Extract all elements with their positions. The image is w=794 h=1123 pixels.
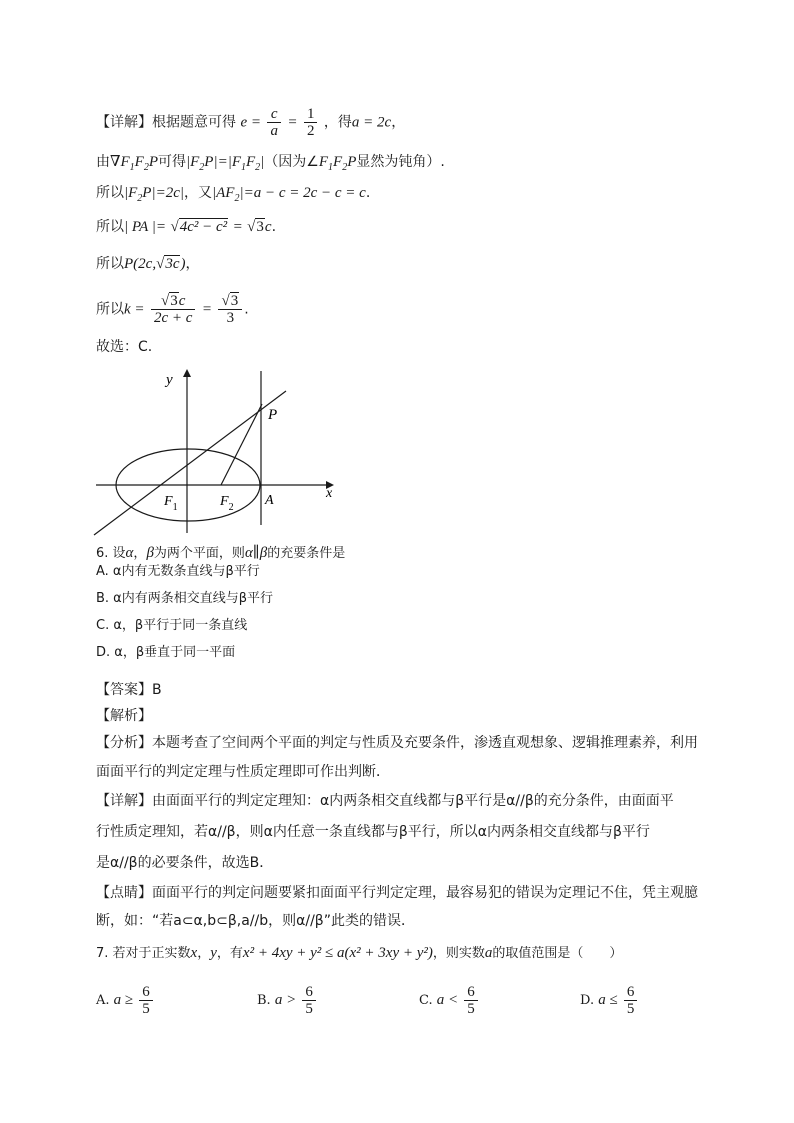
sub: 2 bbox=[234, 193, 240, 204]
detail-line-4 bbox=[96, 217, 276, 237]
q6-remark-line-2: 断，如：“若a⊂α,b⊂β,a//b，则α//β”此类的错误． bbox=[96, 913, 415, 929]
sym: F bbox=[333, 154, 343, 170]
radicand: 3 bbox=[230, 293, 239, 309]
sub: 2 bbox=[199, 162, 205, 173]
math-a: a bbox=[484, 945, 493, 961]
text: 为两个平面，则 bbox=[153, 546, 245, 561]
math-abs bbox=[185, 154, 265, 173]
q7-option-c bbox=[419, 984, 480, 1017]
math-y: y bbox=[210, 945, 217, 961]
sqrt-expression-2: √3c bbox=[247, 219, 272, 235]
fraction-one-half bbox=[304, 106, 318, 139]
denominator: 5 bbox=[626, 1001, 635, 1017]
numerator: 6 bbox=[624, 984, 638, 1001]
denominator: 3 bbox=[226, 310, 235, 326]
math-expr-2 bbox=[212, 185, 366, 204]
label-a: A bbox=[265, 493, 274, 508]
text: 6. 设 bbox=[96, 546, 126, 561]
sym: F bbox=[134, 154, 144, 170]
math-angle bbox=[318, 154, 357, 173]
sqrt-expression-1: √4c² − c² bbox=[170, 219, 228, 235]
fraction-c-over-a bbox=[267, 106, 281, 139]
label-f2 bbox=[219, 494, 234, 513]
math-expr-1 bbox=[124, 185, 184, 204]
math-e: e = bbox=[240, 114, 261, 131]
sub: 1 bbox=[240, 162, 246, 173]
numerator: √3c bbox=[151, 293, 195, 310]
sub: 2 bbox=[137, 193, 143, 204]
sym: F bbox=[318, 154, 329, 170]
q7-stem bbox=[96, 943, 622, 964]
label-x: x bbox=[326, 486, 333, 501]
option-fraction bbox=[139, 984, 153, 1017]
text: . bbox=[271, 219, 277, 235]
option-label: C. bbox=[419, 993, 433, 1008]
detail-line-6 bbox=[96, 293, 249, 326]
numerator: 6 bbox=[464, 984, 478, 1001]
math-p: P(2c, bbox=[124, 256, 157, 272]
option-label: D. bbox=[580, 993, 595, 1008]
fraction-result bbox=[218, 293, 242, 326]
text: 所以 bbox=[96, 301, 124, 318]
text: ，则实数 bbox=[432, 946, 485, 961]
label-p: P bbox=[268, 407, 278, 423]
label-f1-sub: 1 bbox=[172, 502, 178, 513]
option-relation: a ≥ bbox=[113, 992, 134, 1008]
numerator: √3 bbox=[218, 293, 242, 310]
q6-analysis-line-1: 【分析】本题考查了空间两个平面的判定与性质及充要条件，渗透直观想象、逻辑推理素养，利用 bbox=[96, 735, 698, 751]
text: . bbox=[244, 301, 249, 318]
sym: |=a − c = 2c − c = c bbox=[239, 185, 366, 201]
denominator: 2 bbox=[306, 123, 315, 139]
math-beta: β bbox=[146, 545, 154, 561]
text: 所以 bbox=[96, 185, 124, 201]
sym: |F bbox=[185, 154, 200, 170]
text: 可得 bbox=[157, 154, 186, 170]
math-pa: | PA |= bbox=[124, 219, 166, 235]
sym: F bbox=[245, 154, 256, 170]
sym: c bbox=[264, 219, 272, 235]
option-label: A. bbox=[96, 993, 110, 1008]
sym: c bbox=[178, 293, 186, 309]
text: . bbox=[365, 185, 371, 201]
denominator: a bbox=[270, 123, 278, 139]
math-cond: α∥β bbox=[244, 545, 268, 561]
math-triangle bbox=[110, 154, 158, 173]
text: 显然为钝角）. bbox=[356, 154, 445, 170]
math-x: x bbox=[190, 945, 198, 961]
text: ，有 bbox=[216, 946, 243, 961]
text: 7. 若对于正实数 bbox=[96, 946, 191, 961]
fraction-k bbox=[151, 293, 195, 326]
sub: 1 bbox=[328, 162, 334, 173]
sym: |AF bbox=[212, 185, 235, 201]
denominator: 5 bbox=[467, 1001, 475, 1017]
text: ，得 bbox=[323, 114, 352, 131]
y-axis-arrow bbox=[183, 369, 191, 377]
option-relation: a > bbox=[274, 992, 297, 1008]
sym: P|=2c| bbox=[142, 185, 184, 201]
text: 所以 bbox=[96, 219, 124, 235]
sym: ∇F bbox=[110, 154, 130, 170]
math-inequality: x² + 4xy + y² ≤ a(x² + 3xy + y²) bbox=[242, 945, 433, 961]
option-fraction bbox=[464, 984, 478, 1017]
q7-option-b bbox=[257, 984, 318, 1017]
math-k: k = bbox=[124, 301, 145, 318]
q7-option-a bbox=[96, 984, 155, 1017]
text: 所以 bbox=[96, 256, 124, 272]
label-f1 bbox=[163, 494, 178, 513]
ellipse-figure bbox=[90, 365, 350, 540]
q6-detail-line-3: 是α//β的必要条件，故选B． bbox=[96, 855, 274, 871]
detail-line-2 bbox=[96, 152, 445, 172]
sym: |F bbox=[124, 185, 138, 201]
math-alpha: α bbox=[125, 545, 134, 561]
q6-option-c: C. α，β平行于同一条直线 bbox=[96, 618, 248, 633]
denominator: 5 bbox=[305, 1001, 313, 1017]
math-a-eq: a = 2c bbox=[351, 114, 392, 131]
radicand: 3 bbox=[256, 219, 264, 235]
label-y: y bbox=[166, 372, 173, 388]
q6-option-b: B. α内有两条相交直线与β平行 bbox=[96, 591, 274, 606]
sqrt-expression: √3c bbox=[156, 256, 180, 272]
q6-remark-line-1: 【点睛】面面平行的判定问题要紧扣面面平行判定定理，最容易犯的错误为定理记不住，凭主观臆 bbox=[96, 885, 698, 901]
numerator: 6 bbox=[302, 984, 316, 1001]
detail-line-5 bbox=[96, 254, 199, 274]
option-relation: a < bbox=[436, 992, 459, 1008]
text: 的充要条件是 bbox=[267, 546, 346, 561]
detail-line-3 bbox=[96, 183, 370, 203]
math-eq: = bbox=[201, 301, 212, 318]
math-eq: = bbox=[287, 114, 298, 131]
numerator: 6 bbox=[139, 984, 153, 1001]
sym: P bbox=[148, 154, 158, 170]
radicand: 3c bbox=[165, 256, 180, 272]
label-f1-letter: F bbox=[164, 494, 173, 509]
detail-line-1 bbox=[96, 106, 405, 139]
detail-label: 【详解】 bbox=[96, 114, 152, 131]
text: 根据题意可得 bbox=[152, 114, 236, 131]
text: 的取值范围是（ ） bbox=[492, 946, 623, 961]
answer-line: 故选：C. bbox=[96, 339, 153, 355]
radicand: 3 bbox=[170, 293, 178, 309]
option-fraction bbox=[302, 984, 316, 1017]
radicand: 4c² − c² bbox=[179, 219, 228, 235]
text: （因为∠ bbox=[264, 154, 319, 170]
sym: | bbox=[260, 154, 265, 170]
denominator: 2c + c bbox=[153, 310, 193, 326]
sym: P bbox=[347, 154, 357, 170]
text: ，又 bbox=[184, 185, 212, 201]
q6-jiexi-heading: 【解析】 bbox=[96, 708, 152, 724]
q7-option-d bbox=[580, 984, 639, 1017]
option-relation: a ≤ bbox=[598, 992, 618, 1008]
q6-analysis-line-2: 面面平行的判定定理与性质定理即可作出判断． bbox=[96, 764, 390, 780]
q6-detail-line-1: 【详解】由面面平行的判定定理知：α内两条相交直线都与β平行是α//β的充分条件，由面面平 bbox=[96, 793, 674, 809]
label-f2-letter: F bbox=[220, 494, 229, 509]
text: ， bbox=[185, 256, 200, 272]
text: ， bbox=[133, 546, 147, 561]
sub: 2 bbox=[342, 162, 348, 173]
option-fraction bbox=[624, 984, 638, 1017]
numerator: c bbox=[267, 106, 281, 123]
q6-option-d: D. α，β垂直于同一平面 bbox=[96, 645, 236, 660]
label-f2-sub: 2 bbox=[228, 502, 234, 513]
text: ， bbox=[391, 114, 406, 131]
sym: P|=|F bbox=[204, 154, 241, 170]
sub: 1 bbox=[129, 162, 135, 173]
denominator: 5 bbox=[142, 1001, 150, 1017]
text: ， bbox=[197, 946, 211, 961]
q6-answer: 【答案】B bbox=[96, 682, 162, 698]
q6-detail-line-2: 行性质定理知，若α//β，则α内任意一条直线都与β平行，所以α内两条相交直线都与β平行 bbox=[96, 824, 650, 840]
q6-stem bbox=[96, 543, 345, 564]
math-eq: = bbox=[232, 219, 243, 235]
text: 由 bbox=[96, 154, 110, 170]
sub: 2 bbox=[255, 162, 261, 173]
sub: 2 bbox=[143, 162, 149, 173]
q6-option-a: A. α内有无数条直线与β平行 bbox=[96, 564, 260, 579]
numerator: 1 bbox=[304, 106, 318, 123]
sym: ) bbox=[180, 256, 186, 272]
option-label: B. bbox=[257, 993, 271, 1008]
